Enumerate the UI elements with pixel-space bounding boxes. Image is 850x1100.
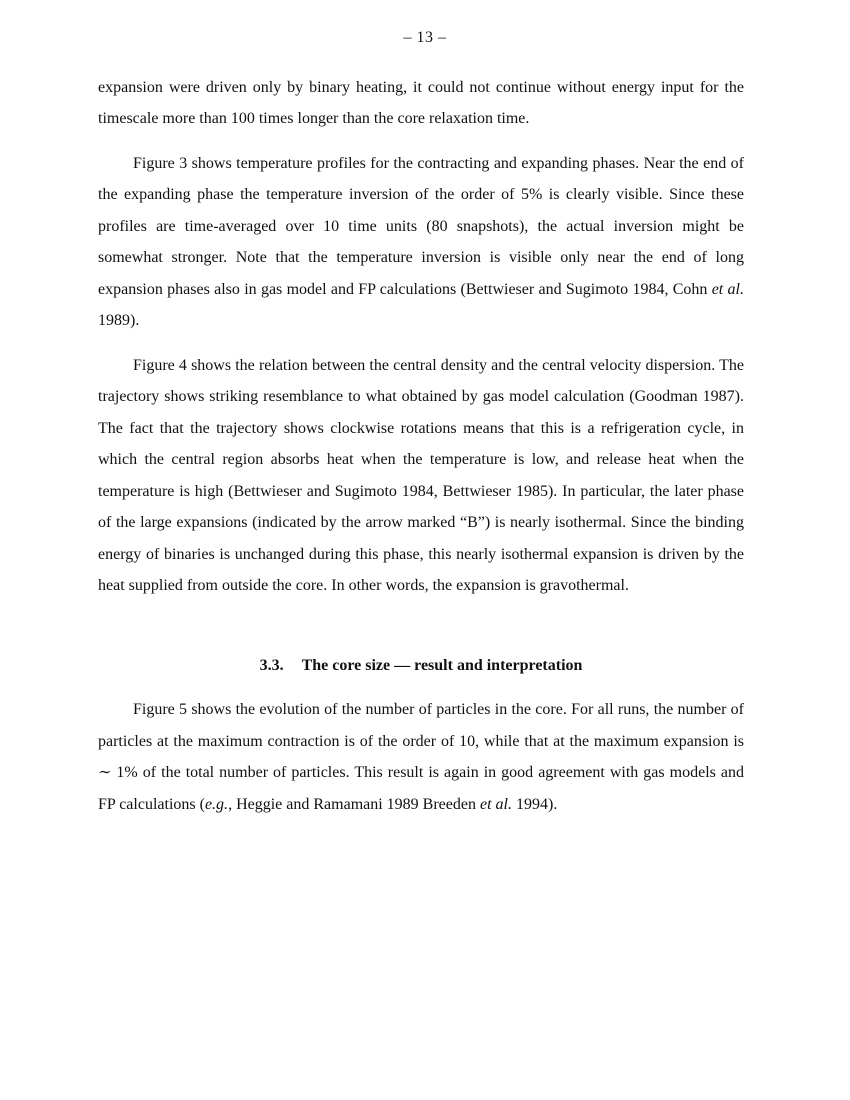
paragraph-figure3 [98, 148, 744, 337]
text-run: 1989). [98, 312, 140, 329]
italic-text-run: et al. [711, 280, 744, 298]
section-number: 3.3. [259, 656, 284, 674]
page-content [98, 72, 744, 821]
text-run: , Heggie and Ramamani 1989 Breeden [228, 795, 480, 813]
text-run: Figure 3 shows temperature profiles for the contracting and expanding phases. Near the end of the expanding phase the temperature inversion of the order of 5% is clearly visible. Since these profiles are time-averaged over 10 time units (80 snapshots), the actual inversion might be somewhat stronger. Note that the temperature inversion is visible only near the end of long expansion phases also in gas model and FP calculations (Bettwieser and Sugimoto 1984, Cohn [98, 154, 744, 298]
text-run: Figure 4 shows the relation between the central density and the central velocity dispersion. The trajectory shows striking resemblance to what obtained by gas model calculation (Goodman 1987). The fact that the trajectory shows clockwise rotations means that this is a refrigeration cycle, in which the central region absorbs heat when the temperature is low, and release heat when the temperature is high (Bettwieser and Sugimoto 1984, Bettwieser 1985). In particular, the later phase of the large expansions (indicated by the arrow marked “B”) is nearly isothermal. Since the binding energy of binaries is unchanged during this phase, this nearly isothermal expansion is driven by the heat supplied from outside the core. In other words, the expansion is gravothermal. [98, 356, 744, 594]
paragraph-continuation [98, 72, 744, 135]
paragraph-figure5 [98, 694, 744, 820]
text-run: Figure 5 shows the evolution of the number of particles in the core. For all runs, the number of particles at the maximum contraction is of the order of 10, while that at the maximum expansion is ∼ 1% of the total number of particles. This result is again in good agreement with gas models and FP calculations ( [98, 701, 744, 813]
text-run: 1994). [511, 795, 558, 813]
paragraph-figure4 [98, 350, 744, 602]
section-title: The core size — result and interpretation [301, 656, 583, 674]
italic-text-run: e.g. [204, 795, 229, 813]
italic-text-run: et al. [479, 795, 512, 813]
section-heading [98, 650, 744, 682]
page-number: – 13 – [403, 29, 447, 46]
text-run: expansion were driven only by binary heating, it could not continue without energy input for the timescale more than 100 times longer than the core relaxation time. [98, 78, 744, 127]
